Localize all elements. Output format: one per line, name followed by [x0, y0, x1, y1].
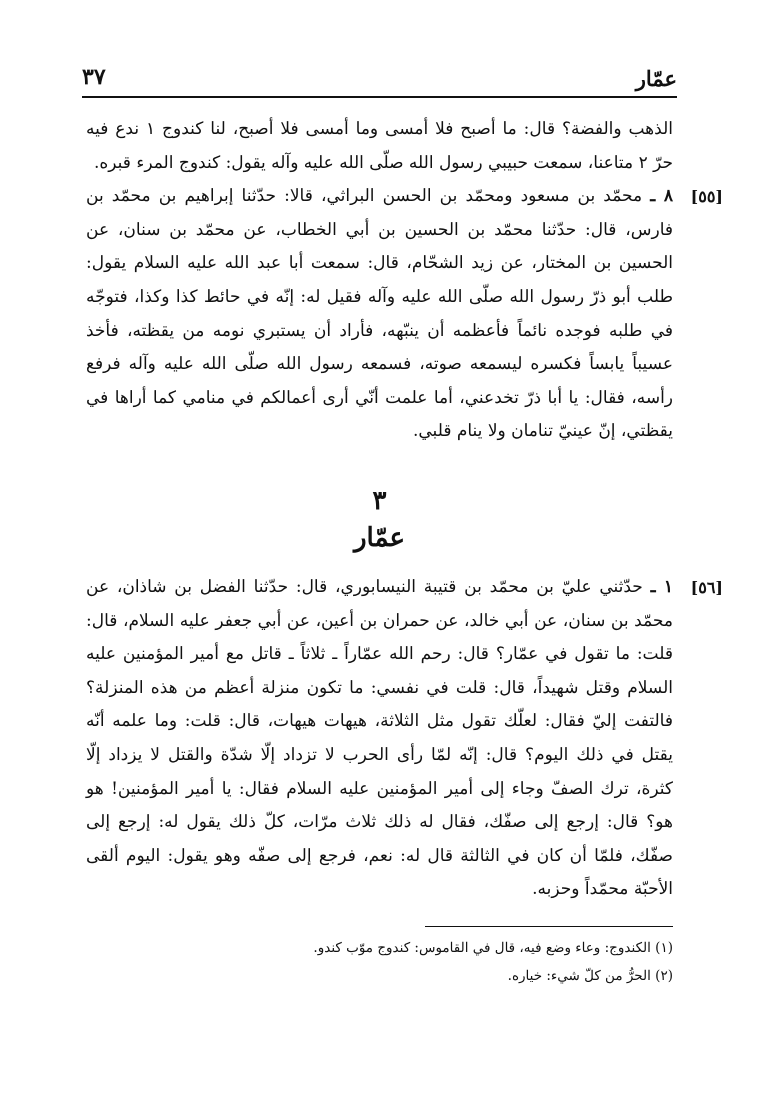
- lower-text-block: [86, 571, 723, 907]
- footnote-1: (١) الكندوج: وعاء وضع فيه، قال في القاموس: كندوج موّب كندو.: [313, 940, 673, 956]
- intro-paragraph: الذهب والفضة؟ قال: ما أصبح فلا أمسى وما أمسى فلا أصبح، لنا كندوج ١ ندع فيه حرّ ٢ متاعنا، سمعت حبيبي رسول الله صلّى الله عليه وآله يقول: كندوج المرء قبره.: [86, 119, 673, 173]
- running-title: عمّار: [635, 66, 677, 91]
- footnotes: [86, 934, 673, 990]
- entry-number: [٥٥]: [690, 187, 723, 207]
- entry-ordinal: ١ ـ: [650, 577, 673, 597]
- chapter-number: ٣: [372, 486, 387, 516]
- page-number: ٣٧: [82, 64, 106, 90]
- upper-text-block: [86, 113, 723, 449]
- entry-number: [٥٦]: [690, 578, 723, 597]
- hadith-entry-55: [86, 180, 723, 449]
- entry-paragraph: [86, 180, 673, 449]
- footnote-2: (٢) الحرُّ من كلّ شيء: خياره.: [507, 968, 673, 984]
- page-header: [82, 56, 677, 98]
- entry-text: حدّثني عليّ بن محمّد بن قتيبة النيسابوري، قال: حدّثنا الفضل بن شاذان، عن محمّد بن سنان، عن أبي خالد، عن حمران بن أعين، عن أبي جعفر عليه السلام، قال: قلت: ما تقول في عمّار؟ قال: رحم الله عمّاراً ـ ثلاثاً ـ قاتل مع أمير المؤمنين عليه السلام وقتل شهيداً، قال: قلت في نفسي: ما تكون منزلة أعظم من هذه المنزلة؟ فالتفت إليّ فقال: لعلّك تقول مثل الثلاثة، هيهات هيهات، قال: قلت: وما علمه أنّه يقتل في ذلك اليوم؟ قال: إنّه لمّا رأى الحرب لا تزداد إلّا شدّة والقتل لا يزداد إلّا كثرة، ترك الصفّ وجاء إلى أمير المؤمنين عليه السلام فقال: يا أمير المؤمنين! هو هو؟ قال: إرجع إلى صفّك، فقال له ذلك ثلاث مرّات، كلّ ذلك يقول له: إرجع إلى صفّك، فلمّا أن كان في الثالثة قال له: نعم، فرجع إلى صفّه وهو يقول: اليوم ألقى الأحبّة محمّداً وحزبه.: [86, 577, 673, 900]
- chapter-title: عمّار: [353, 523, 406, 553]
- entry-text: محمّد بن مسعود ومحمّد بن الحسن البراثي، قالا: حدّثنا إبراهيم بن محمّد بن فارس، قال: حدّثنا محمّد بن الحسين بن أبي الخطاب، عن محمّد بن سنان، عن الحسين بن المختار، عن زيد الشحّام، قال: سمعت أبا عبد الله عليه السلام يقول: طلب أبو ذرّ رسول الله صلّى الله عليه وآله فقيل له: إنّه في حائط كذا وكذا، فتوجّه في طلبه فوجده نائماً فأعظمه أن ينبّهه، فأراد أن يستبري نومه من يقظته، فأخذ عسيباً يابساً فكسره ليسمعه صوته، فسمعه رسول الله صلّى الله عليه وآله فرفع رأسه، فقال: يا أبا ذرّ تخدعني، أما علمت أنّي أرى أعمالكم في منامي كما أراها في يقظتي، إنّ عينيّ تنامان ولا ينام قلبي.: [86, 186, 673, 442]
- hadith-entry-56: [86, 571, 723, 907]
- entry-ordinal: ٨ ـ: [650, 186, 673, 207]
- entry-paragraph: [86, 571, 673, 907]
- footnote-divider: [425, 926, 673, 927]
